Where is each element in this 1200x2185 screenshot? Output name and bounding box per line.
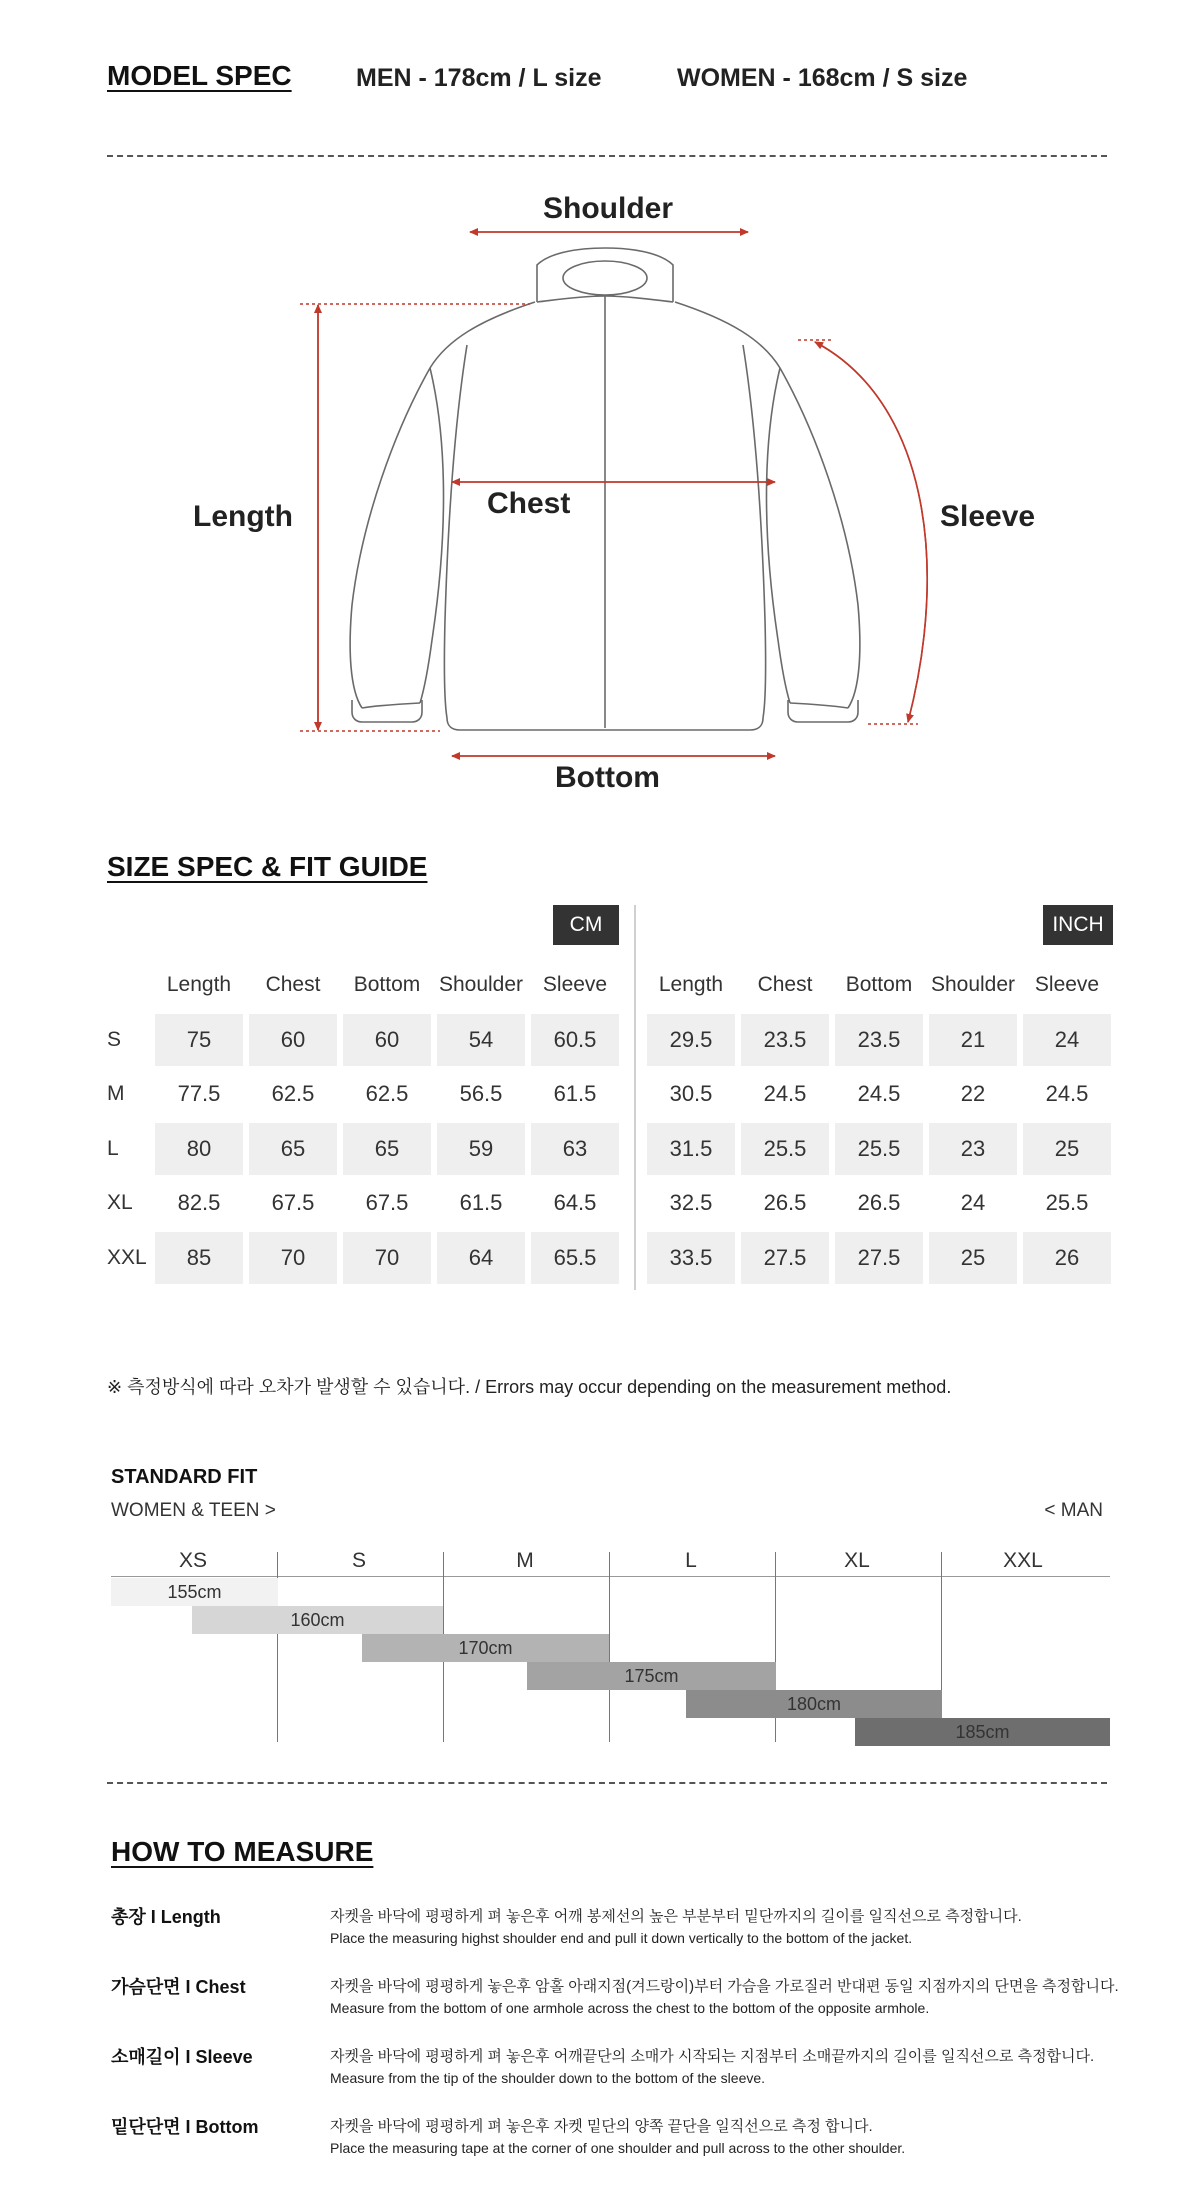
label-bottom: Bottom (555, 761, 660, 794)
jacket-outline (350, 248, 860, 730)
fit-man-label: < MAN (1044, 1500, 1103, 1521)
table-cell-cm: 65.5 (531, 1232, 619, 1284)
measure-desc-ko: 자켓을 바닥에 평평하게 놓은후 암홀 아래지점(겨드랑이)부터 가슴을 가로질러 반대편 동일 지점까지의 단면을 측정합니다. (330, 1978, 1119, 1995)
table-cell-inch: 25.5 (1045, 1190, 1089, 1215)
table-cell-inch: 25 (929, 1232, 1017, 1284)
fit-height-bar: 185cm (855, 1718, 1110, 1746)
table-cell-inch: 26.5 (857, 1190, 901, 1215)
table-cell-inch: 30.5 (669, 1081, 713, 1106)
divider-bottom (107, 1782, 1107, 1784)
table-cell-inch: 23 (929, 1123, 1017, 1175)
column-header: Sleeve (1034, 973, 1100, 996)
measure-desc-en: Measure from the tip of the shoulder down to the bottom of the sleeve. (330, 2070, 766, 2086)
column-header: Chest (265, 973, 321, 996)
label-length: Length (193, 500, 293, 533)
sleeve-arrow (815, 342, 927, 722)
table-cell-cm: 60 (249, 1014, 337, 1066)
label-shoulder: Shoulder (543, 192, 674, 225)
table-cell-inch: 25.5 (741, 1123, 829, 1175)
table-cell-inch: 24.5 (763, 1081, 807, 1106)
model-spec-women: WOMEN - 168cm / S size (677, 64, 968, 92)
size-row-label: XL (107, 1191, 133, 1214)
measure-desc-ko: 자켓을 바닥에 평평하게 펴 놓은후 어깨 봉제선의 높은 부분부터 밑단까지의 길이를 일직선으로 측정합니다. (330, 1908, 1022, 1925)
table-cell-inch: 24.5 (1045, 1081, 1089, 1106)
model-spec-men: MEN - 178cm / L size (356, 64, 602, 92)
table-cell-inch: 21 (929, 1014, 1017, 1066)
table-cell-cm: 64 (437, 1232, 525, 1284)
size-spec-title: SIZE SPEC & FIT GUIDE (107, 851, 428, 882)
table-cell-cm: 61.5 (553, 1081, 597, 1106)
cm-badge: CM (553, 905, 619, 945)
table-cell-cm: 60 (343, 1014, 431, 1066)
table-cell-cm: 82.5 (177, 1190, 221, 1215)
table-cell-cm: 56.5 (459, 1081, 503, 1106)
fit-axis-line (111, 1576, 1110, 1577)
table-cell-cm: 62.5 (365, 1081, 409, 1106)
table-cell-cm: 67.5 (365, 1190, 409, 1215)
table-cell-inch: 24 (960, 1190, 986, 1215)
column-header: Bottom (353, 973, 421, 996)
measure-label: 가슴단면 I Chest (111, 1977, 246, 1997)
fit-women-label: WOMEN & TEEN > (111, 1500, 276, 1521)
size-row-label: L (107, 1137, 119, 1160)
column-header: Chest (757, 973, 813, 996)
table-cell-inch: 24 (1023, 1014, 1111, 1066)
column-header: Shoulder (930, 973, 1016, 996)
fit-size-label: XS (178, 1549, 207, 1572)
fit-height-bar: 160cm (192, 1606, 443, 1634)
size-row-label: M (107, 1082, 125, 1105)
table-cell-inch: 27.5 (741, 1232, 829, 1284)
table-cell-inch: 22 (960, 1081, 986, 1106)
label-sleeve: Sleeve (940, 500, 1036, 533)
fit-size-label: S (351, 1549, 366, 1572)
table-cell-inch: 25 (1023, 1123, 1111, 1175)
table-cell-cm: 54 (437, 1014, 525, 1066)
fit-height-bar: 175cm (527, 1662, 776, 1690)
table-cell-cm: 61.5 (459, 1190, 503, 1215)
table-cell-inch: 31.5 (647, 1123, 735, 1175)
size-row-label: XXL (107, 1246, 147, 1269)
fit-height-bar: 155cm (111, 1578, 278, 1606)
table-cell-cm: 65 (343, 1123, 431, 1175)
measure-desc-ko: 자켓을 바닥에 평평하게 펴 놓은후 자켓 밑단의 양쪽 끝단을 일직선으로 측정 합니다. (330, 2118, 873, 2135)
fit-size-label: L (685, 1549, 697, 1572)
table-cell-cm: 63 (531, 1123, 619, 1175)
measure-desc-en: Measure from the bottom of one armhole across the chest to the bottom of the opposite armhole. (330, 2000, 930, 2016)
measure-label: 총장 I Length (111, 1907, 221, 1927)
jacket-diagram (0, 0, 1200, 800)
column-header: Sleeve (542, 973, 608, 996)
table-cell-inch: 26.5 (763, 1190, 807, 1215)
table-cell-cm: 70 (249, 1232, 337, 1284)
table-cell-cm: 75 (155, 1014, 243, 1066)
inch-badge: INCH (1043, 905, 1113, 945)
column-header: Shoulder (438, 973, 524, 996)
fit-height-bar: 170cm (362, 1634, 609, 1662)
table-cell-cm: 60.5 (531, 1014, 619, 1066)
measure-desc-en: Place the measuring tape at the corner of one shoulder and pull across to the other shoulder. (330, 2140, 906, 2156)
table-cell-cm: 70 (343, 1232, 431, 1284)
table-divider (634, 905, 636, 1290)
fit-size-label: M (516, 1549, 534, 1572)
column-header: Length (658, 973, 724, 996)
table-cell-inch: 29.5 (647, 1014, 735, 1066)
table-cell-inch: 25.5 (835, 1123, 923, 1175)
table-cell-cm: 85 (155, 1232, 243, 1284)
label-chest: Chest (487, 487, 571, 520)
fit-size-label: XXL (1003, 1549, 1043, 1572)
table-cell-inch: 23.5 (835, 1014, 923, 1066)
measurement-note: ※ 측정방식에 따라 오차가 발생할 수 있습니다. / Errors may occur depending on the measurement method. (107, 1377, 952, 1397)
table-cell-inch: 27.5 (835, 1232, 923, 1284)
table-cell-cm: 62.5 (271, 1081, 315, 1106)
size-row-label: S (107, 1028, 122, 1051)
how-to-measure-title: HOW TO MEASURE (111, 1836, 374, 1867)
table-cell-inch: 24.5 (857, 1081, 901, 1106)
table-cell-cm: 77.5 (177, 1081, 221, 1106)
table-cell-inch: 23.5 (741, 1014, 829, 1066)
table-cell-inch: 26 (1023, 1232, 1111, 1284)
table-cell-inch: 33.5 (647, 1232, 735, 1284)
table-cell-cm: 80 (155, 1123, 243, 1175)
table-cell-cm: 67.5 (271, 1190, 315, 1215)
table-cell-cm: 64.5 (553, 1190, 597, 1215)
table-cell-cm: 65 (249, 1123, 337, 1175)
measure-desc-en: Place the measuring highst shoulder end and pull it down vertically to the bottom of the jacket. (330, 1930, 913, 1946)
table-cell-cm: 59 (437, 1123, 525, 1175)
fit-size-label: XL (844, 1549, 870, 1572)
model-spec-title: MODEL SPEC (107, 60, 292, 91)
measure-desc-ko: 자켓을 바닥에 평평하게 펴 놓은후 어깨끝단의 소매가 시작되는 지점부터 소매끝까지의 길이를 일직선으로 측정합니다. (330, 2048, 1095, 2065)
column-header: Length (166, 973, 232, 996)
fit-title: STANDARD FIT (111, 1466, 258, 1488)
fit-height-bar: 180cm (686, 1690, 942, 1718)
fit-column-divider (609, 1552, 610, 1742)
measure-label: 밑단단면 I Bottom (111, 2117, 259, 2137)
table-cell-inch: 32.5 (669, 1190, 713, 1215)
column-header: Bottom (845, 973, 913, 996)
measure-label: 소매길이 I Sleeve (111, 2047, 253, 2067)
